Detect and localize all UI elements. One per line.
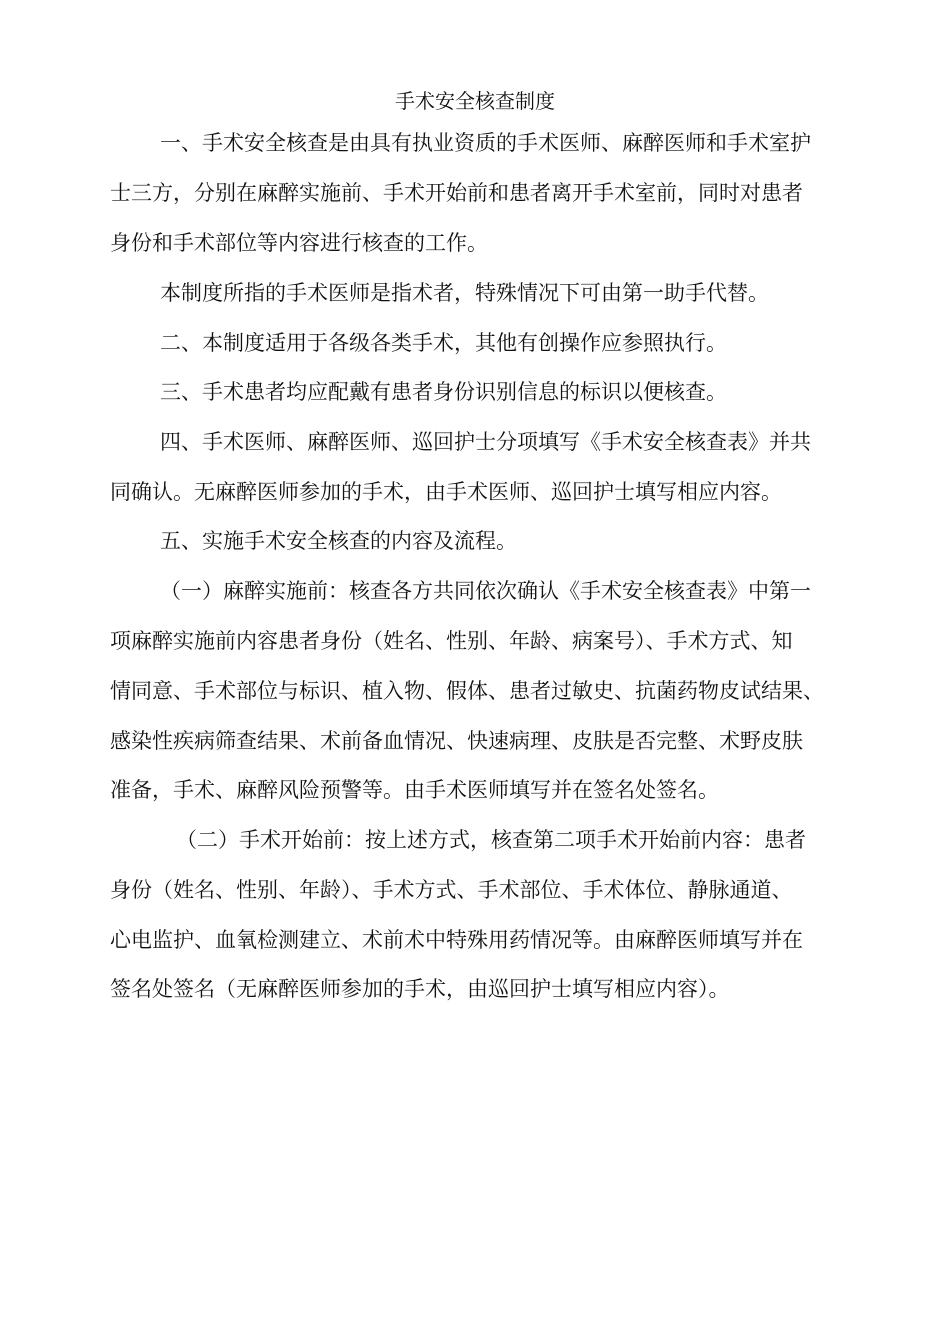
document-title: 手术安全核查制度: [395, 89, 555, 113]
text-line: 情同意、手术部位与标识、植入物、假体、患者过敏史、抗菌药物皮试结果、: [110, 679, 824, 703]
text-line: 三、手术患者均应配戴有患者身份识别信息的标识以便核查。: [160, 380, 727, 404]
text-line: 感染性疾病筛查结果、术前备血情况、快速病理、皮肤是否完整、术野皮肤: [110, 729, 803, 753]
text-line: （二）手术开始前：按上述方式，核查第二项手术开始前内容：患者: [176, 828, 806, 852]
text-line: （一）麻醉实施前：核查各方共同依次确认《手术安全核查表》中第一: [160, 579, 811, 603]
text-line: 签名处签名（无麻醉医师参加的手术，由巡回护士填写相应内容）。: [110, 977, 730, 1001]
text-line: 本制度所指的手术医师是指术者，特殊情况下可由第一助手代替。: [160, 281, 769, 305]
text-line: 同确认。无麻醉医师参加的手术，由手术医师、巡回护士填写相应内容。: [110, 480, 782, 504]
text-line: 二、本制度适用于各级各类手术，其他有创操作应参照执行。: [160, 331, 727, 355]
text-line: 一、手术安全核查是由具有执业资质的手术医师、麻醉医师和手术室护: [160, 131, 811, 155]
text-line: 准备，手术、麻醉风险预警等。由手术医师填写并在签名处签名。: [110, 778, 719, 802]
text-line: 心电监护、血氧检测建立、术前术中特殊用药情况等。由麻醉医师填写并在: [110, 928, 803, 952]
text-line: 士三方，分别在麻醉实施前、手术开始前和患者离开手术室前，同时对患者: [110, 181, 803, 205]
text-line: 身份和手术部位等内容进行核查的工作。: [110, 231, 488, 255]
text-line: 五、实施手术安全核查的内容及流程。: [160, 529, 517, 553]
text-line: 身份（姓名、性别、年龄）、手术方式、手术部位、手术体位、静脉通道、: [110, 878, 793, 902]
text-line: 四、手术医师、麻醉医师、巡回护士分项填写《手术安全核查表》并共: [160, 430, 811, 454]
text-line: 项麻醉实施前内容患者身份（姓名、性别、年龄、病案号）、手术方式、知: [110, 629, 793, 653]
